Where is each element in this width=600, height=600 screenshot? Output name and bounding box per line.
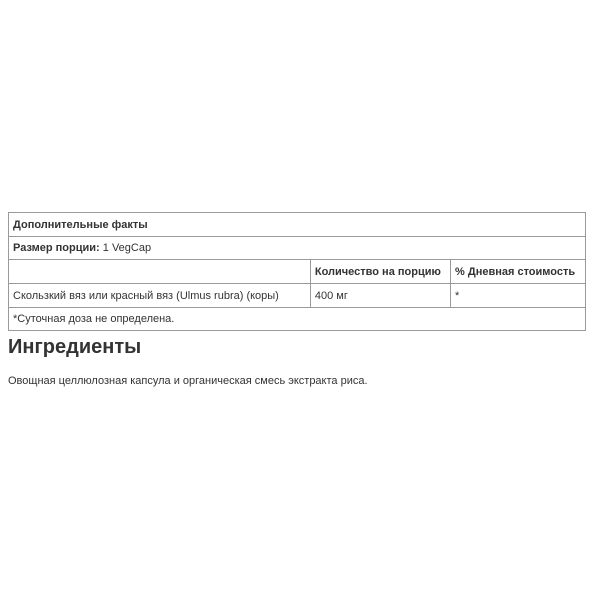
serving-size-value: 1 VegCap <box>102 242 152 254</box>
serving-size-label: Размер порции: <box>13 242 100 254</box>
ingredients-heading: Ингредиенты <box>8 336 142 358</box>
ingredient-name: Скользкий вяз или красный вяз (Ulmus rubra) (коры) <box>9 284 311 308</box>
footnote-row <box>9 308 586 331</box>
facts-title-row <box>9 213 586 237</box>
facts-title: Дополнительные факты <box>9 213 586 237</box>
serving-size-cell <box>9 237 586 260</box>
header-daily-value: % Дневная стоимость <box>451 260 586 284</box>
table-row <box>9 284 586 308</box>
header-empty-cell <box>9 260 311 284</box>
ingredient-daily-value: * <box>451 284 586 308</box>
facts-header-row <box>9 260 586 284</box>
ingredients-text: Овощная целлюлозная капсула и органическая смесь экстракта риса. <box>8 375 368 387</box>
header-amount-per-serving: Количество на порцию <box>310 260 450 284</box>
ingredient-amount: 400 мг <box>310 284 450 308</box>
serving-size-row <box>9 237 586 260</box>
facts-footnote: *Суточная доза не определена. <box>9 308 586 331</box>
supplement-facts-table <box>8 212 586 331</box>
